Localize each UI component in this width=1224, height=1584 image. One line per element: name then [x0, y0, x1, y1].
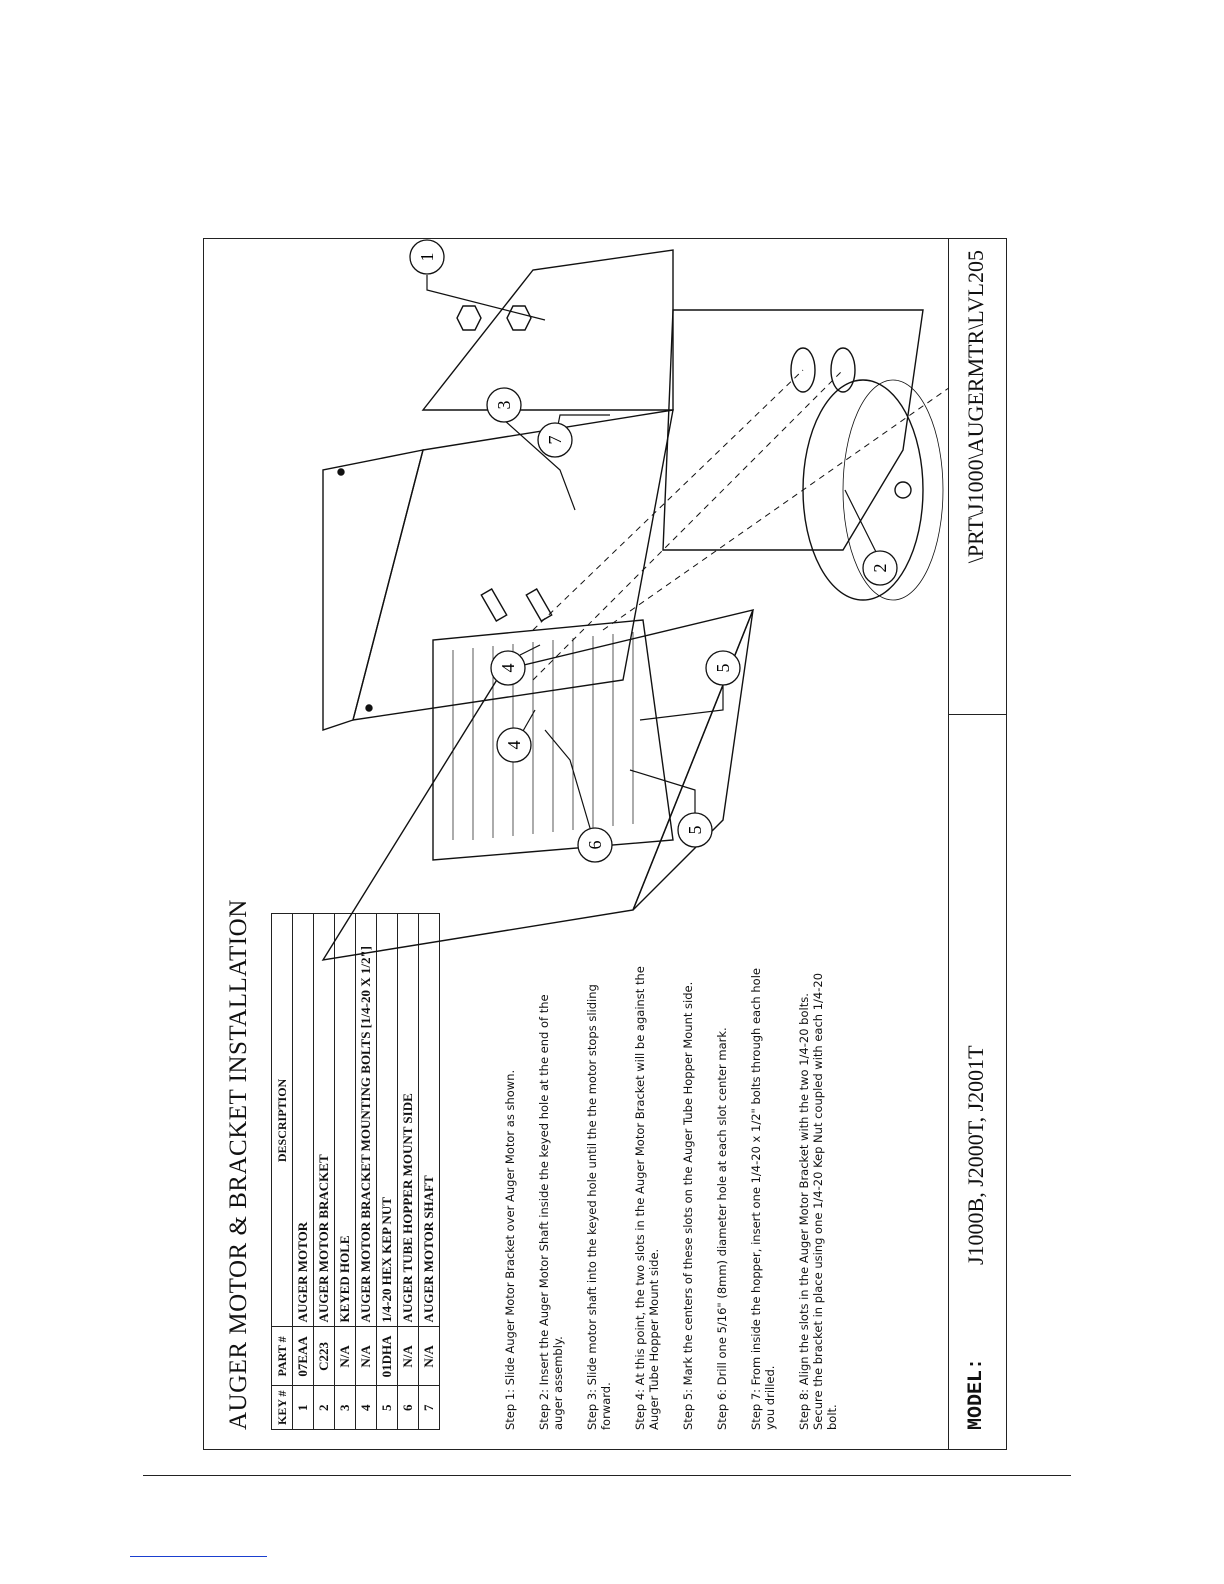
step-8: Step 8: Align the slots in the Auger Motor Bracket with the two 1/4-20 bolts. Secure the bracket in place using one 1/4-20 Kep Nut coupled with each 1/4-20 bolt. — [797, 972, 839, 1430]
step-3: Step 3: Slide motor shaft into the keyed hole until the the motor stops sliding forward. — [585, 984, 613, 1430]
cell-part: 01DHA — [377, 1327, 398, 1386]
callout-6 — [578, 828, 612, 862]
cell-part: 07EAA — [293, 1327, 314, 1386]
leader-4a — [520, 645, 540, 655]
footer-link-underline[interactable] — [130, 1556, 267, 1557]
leader-6 — [545, 730, 595, 845]
leader-1 — [427, 275, 545, 320]
svg-text:5: 5 — [713, 663, 733, 673]
header-key: KEY # — [272, 1386, 293, 1430]
cell-part: N/A — [419, 1327, 440, 1386]
cell-key: 3 — [335, 1386, 356, 1430]
callout-3 — [487, 388, 521, 422]
page-title: AUGER MOTOR & BRACKET INSTALLATION — [225, 899, 252, 1430]
cell-part: C223 — [314, 1327, 335, 1386]
cell-key: 4 — [356, 1386, 377, 1430]
cell-part: N/A — [398, 1327, 419, 1386]
cell-description: AUGER MOTOR BRACKET — [314, 914, 335, 1327]
step-5: Step 5: Mark the centers of these slots on the Auger Tube Hopper Mount side. — [681, 981, 695, 1430]
drawing-id: \PRT\J1000\AUGERMTR\LVL205 — [963, 250, 988, 564]
svg-text:3: 3 — [494, 400, 514, 410]
callout-7 — [538, 423, 572, 457]
cell-key: 5 — [377, 1386, 398, 1430]
step-7: Step 7: From inside the hopper, insert one 1/4-20 x 1/2" bolts through each hole you drilled. — [749, 968, 777, 1430]
footer-rule — [143, 1475, 1071, 1476]
step-6: Step 6: Drill one 5/16" (8mm) diameter hole at each slot center mark. — [715, 1027, 729, 1430]
callout-1 — [410, 240, 444, 274]
callout-5b — [678, 813, 712, 847]
model-label: MODEL: — [965, 1357, 988, 1430]
cell-description: AUGER TUBE HOPPER MOUNT SIDE — [398, 914, 419, 1327]
model-value: J1000B, J2000T, J2001T — [963, 1045, 988, 1265]
cell-description: AUGER MOTOR — [293, 914, 314, 1327]
svg-text:4: 4 — [498, 663, 518, 673]
cell-description: KEYED HOLE — [335, 914, 356, 1327]
cell-description: AUGER MOTOR SHAFT — [419, 914, 440, 1327]
step-2: Step 2: Insert the Auger Motor Shaft inside the keyed hole at the end of the auger assembly. — [537, 994, 565, 1430]
cell-description: AUGER MOTOR BRACKET MOUNTING BOLTS [1/4-20 X 1/2"] — [356, 914, 377, 1327]
callout-2 — [863, 551, 897, 585]
cell-part: N/A — [356, 1327, 377, 1386]
step-1: Step 1: Slide Auger Motor Bracket over Auger Motor as shown. — [503, 1069, 517, 1430]
cell-part: N/A — [335, 1327, 356, 1386]
cell-key: 7 — [419, 1386, 440, 1430]
cell-key: 2 — [314, 1386, 335, 1430]
svg-text:5: 5 — [685, 825, 705, 835]
svg-text:4: 4 — [504, 740, 524, 750]
svg-text:6: 6 — [585, 840, 605, 850]
callout-4b — [497, 728, 531, 762]
callout-4a — [491, 651, 525, 685]
header-description: DESCRIPTION — [272, 914, 293, 1327]
cell-description: 1/4-20 HEX KEP NUT — [377, 914, 398, 1327]
svg-text:1: 1 — [417, 252, 437, 262]
cell-key: 6 — [398, 1386, 419, 1430]
svg-text:2: 2 — [870, 563, 890, 573]
cell-key: 1 — [293, 1386, 314, 1430]
step-4: Step 4: At this point, the two slots in the Auger Motor Bracket will be against the Auger Tube Hopper Mount side. — [633, 966, 661, 1430]
svg-text:7: 7 — [545, 435, 565, 445]
callout-5a — [706, 651, 740, 685]
header-part: PART # — [272, 1327, 293, 1386]
